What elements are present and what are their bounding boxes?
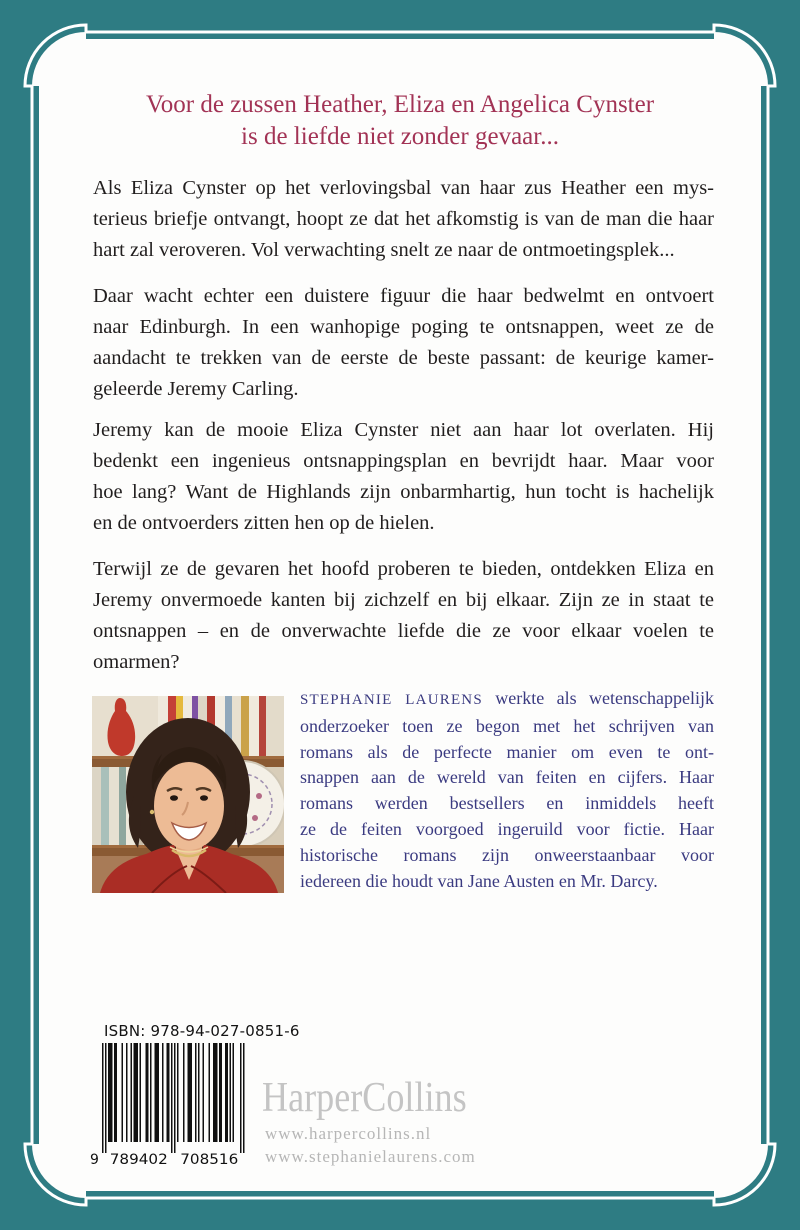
- text-line: hoe lang? Want de Highlands zijn onbarmhartig, hun tocht is hachelijk: [93, 481, 714, 503]
- text-line: geleerde Jeremy Carling.: [93, 378, 299, 400]
- text-line: snappen aan de wereld van feiten en cijfers. Haar: [300, 767, 714, 788]
- website-url-author: www.stephanielaurens.com: [265, 1146, 476, 1166]
- synopsis-paragraph-3: [93, 415, 714, 539]
- text-line: Als Eliza Cynster op het verlovingsbal van haar zus Heather een mys-: [93, 177, 714, 199]
- tagline: [60, 89, 740, 153]
- text-line: romans als de perfecte manier om even te ont-: [300, 741, 714, 762]
- synopsis-paragraph-2: [93, 281, 714, 405]
- synopsis-paragraph-4: [93, 554, 714, 678]
- text-line: en de ontvoerders zitten hen op de hielen.: [93, 512, 435, 534]
- text-line: Terwijl ze de gevaren het hoofd proberen te bieden, ontdekken Eliza en: [93, 558, 714, 580]
- tagline-line-1: Voor de zussen Heather, Eliza en Angelica Cynster: [145, 91, 655, 118]
- bio-first-line-rest: werkte als wetenschappelijk: [482, 688, 714, 708]
- website-url-publisher: www.harpercollins.nl: [265, 1124, 432, 1143]
- text-line: historische romans zijn onweerstaanbaar voor: [300, 844, 714, 865]
- website-urls: [265, 1123, 476, 1168]
- author-name: STEPHANIE LAURENS: [300, 692, 483, 708]
- barcode-digits: 708516: [180, 1152, 239, 1167]
- bio-lines: [300, 714, 714, 895]
- text-line: bedenkt een ingenieus ontsnappingsplan en bevrijdt haar. Maar voor: [93, 450, 714, 472]
- barcode-digits: 9: [90, 1152, 99, 1167]
- author-photo: [92, 696, 284, 893]
- publisher-logo: HarperCollins: [262, 1075, 467, 1121]
- bio-first-line: [300, 686, 714, 714]
- synopsis-paragraph-1: [93, 173, 714, 266]
- text-line: aandacht te trekken van de eerste de beste passant: de keurige kamer-: [93, 347, 714, 369]
- barcode-digits: 789402: [109, 1152, 168, 1167]
- ean-barcode: [86, 1043, 252, 1167]
- author-bio: [300, 686, 714, 894]
- text-line: naar Edinburgh. In een wanhopige poging te ontsnappen, weet ze de: [93, 316, 714, 338]
- text-line: iedereen die houdt van Jane Austen en Mr. Darcy.: [300, 870, 658, 891]
- isbn-label: ISBN: 978-94-027-0851-6: [104, 1022, 300, 1040]
- text-line: ze de feiten voorgoed ingeruild voor fictie. Haar: [300, 818, 714, 839]
- text-line: ontsnappen – en de onverwachte liefde die ze voor elkaar voelen te: [93, 620, 714, 642]
- text-line: hart zal veroveren. Vol verwachting snelt ze naar de ontmoetingsplek...: [93, 239, 675, 261]
- text-line: omarmen?: [93, 651, 180, 673]
- text-line: terieus briefje ontvangt, hoopt ze dat het afkomstig is van de man die haar: [93, 208, 714, 230]
- text-line: onderzoeker toen ze begon met het schrijven van: [300, 715, 714, 736]
- text-line: Jeremy kan de mooie Eliza Cynster niet aan haar lot overlaten. Hij: [93, 419, 714, 441]
- tagline-line-2: is de liefde niet zonder gevaar...: [241, 123, 559, 150]
- text-line: romans werden bestsellers en inmiddels heeft: [300, 793, 714, 814]
- text-line: Daar wacht echter een duistere figuur die haar bedwelmt en ontvoert: [93, 285, 714, 307]
- text-line: Jeremy onvermoede kanten bij zichzelf en bij elkaar. Zijn ze in staat te: [93, 589, 714, 611]
